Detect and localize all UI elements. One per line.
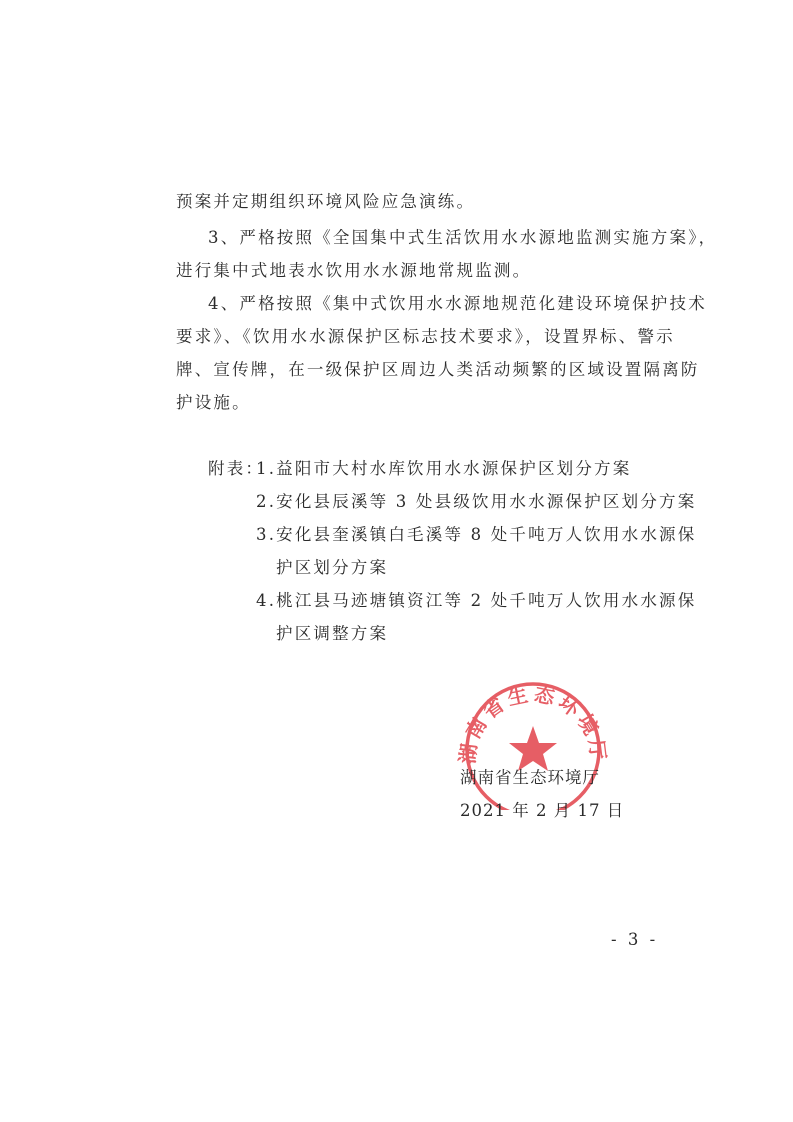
attachment-item: 护区调整方案 [276, 624, 389, 643]
page-number: - 3 - [611, 930, 659, 949]
body-line: 预案并定期组织环境风险应急演练。 [176, 192, 476, 211]
body-line: 进行集中式地表水饮用水水源地常规监测。 [176, 261, 532, 280]
signature-date: 2021 年 2 月 17 日 [460, 801, 625, 820]
attachment-item: 护区划分方案 [276, 558, 389, 577]
body-line: 4、严格按照《集中式饮用水水源地规范化建设环境保护技术 [208, 294, 707, 313]
body-line: 3、严格按照《全国集中式生活饮用水水源地监测实施方案》， [208, 228, 718, 247]
seal-text: 湖南省生态环境厅 [455, 681, 611, 765]
body-line: 牌、宣传牌，在一级保护区周边人类活动频繁的区域设置隔离防 [176, 360, 700, 379]
body-line: 护设施。 [176, 393, 251, 412]
star-icon [509, 726, 557, 771]
attachment-item: 1.益阳市大村水库饮用水水源保护区划分方案 [256, 459, 632, 478]
attachment-item: 3.安化县奎溪镇白毛溪等 8 处千吨万人饮用水水源保 [256, 525, 697, 544]
attachments-label: 附表： [208, 459, 265, 478]
body-line: 要求》、《饮用水水源保护区标志技术要求》，设置界标、警示 [176, 327, 675, 346]
official-seal-icon [455, 680, 611, 810]
attachment-item: 2.安化县辰溪等 3 处县级饮用水水源保护区划分方案 [256, 492, 697, 511]
attachment-item: 4.桃江县马迹塘镇资江等 2 处千吨万人饮用水水源保 [256, 591, 697, 610]
signature-org: 湖南省生态环境厅 [460, 768, 600, 787]
